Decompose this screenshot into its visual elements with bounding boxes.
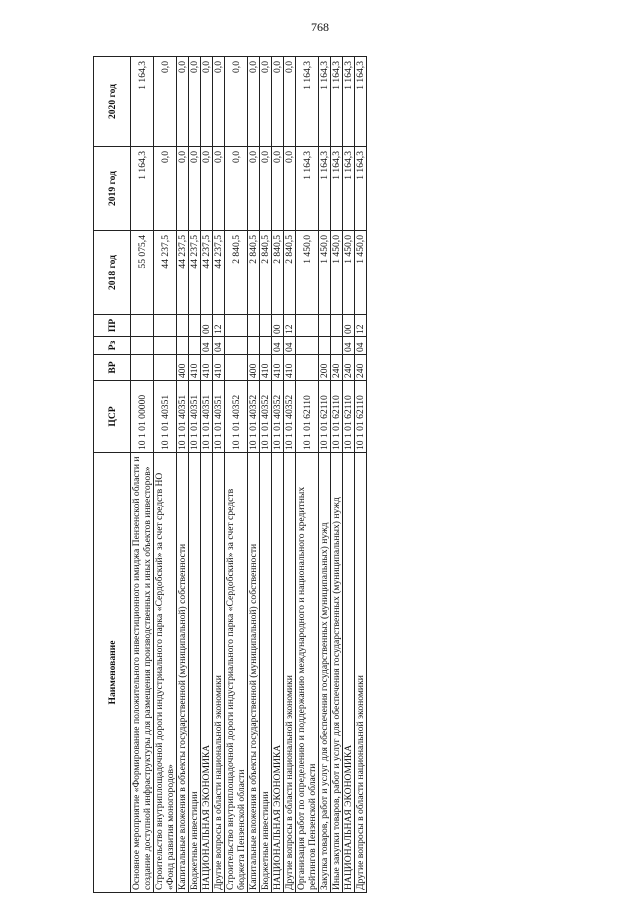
cell-pr <box>319 315 331 337</box>
cell-pr <box>189 315 201 337</box>
table-row <box>272 57 284 893</box>
cell-vr: 410 <box>260 355 272 381</box>
cell-2018: 2 840,5 <box>284 231 296 315</box>
cell-2019: 1 164,3 <box>319 147 331 231</box>
table-row <box>319 57 331 893</box>
page-number: 768 <box>311 20 329 34</box>
cell-vr <box>154 355 177 381</box>
cell-pr: 12 <box>355 315 367 337</box>
cell-2019: 0,0 <box>225 147 248 231</box>
cell-pr <box>131 315 154 337</box>
cell-vr: 410 <box>272 355 284 381</box>
header-2018: 2018 год <box>94 231 131 315</box>
cell-2020: 0,0 <box>154 57 177 147</box>
cell-vr: 240 <box>343 355 355 381</box>
cell-2018: 2 840,5 <box>248 231 260 315</box>
cell-2018: 44 237,5 <box>189 231 201 315</box>
cell-2019: 1 164,3 <box>355 147 367 231</box>
header-csr: ЦСР <box>94 381 131 453</box>
cell-csr: 10 1 01 40352 <box>260 381 272 453</box>
cell-name: Другие вопросы в области национальной экономики <box>284 453 296 893</box>
cell-rz <box>154 337 177 355</box>
cell-2019: 1 164,3 <box>331 147 343 231</box>
cell-csr: 10 1 01 40352 <box>272 381 284 453</box>
cell-2020: 1 164,3 <box>355 57 367 147</box>
cell-2020: 1 164,3 <box>296 57 319 147</box>
table-row <box>355 57 367 893</box>
cell-csr: 10 1 01 62110 <box>331 381 343 453</box>
cell-csr: 10 1 01 62110 <box>319 381 331 453</box>
cell-vr: 400 <box>248 355 260 381</box>
cell-2020: 0,0 <box>284 57 296 147</box>
cell-2018: 1 450,0 <box>319 231 331 315</box>
cell-csr: 10 1 01 40351 <box>189 381 201 453</box>
cell-name: Строительство внутриплощадочной дороги индустриального парка «Сердобский» за счет средств НО «Фонд развития моногородов» <box>154 453 177 893</box>
cell-rz: 04 <box>343 337 355 355</box>
cell-2019: 1 164,3 <box>296 147 319 231</box>
cell-vr <box>131 355 154 381</box>
cell-csr: 10 1 01 40351 <box>154 381 177 453</box>
cell-rz <box>296 337 319 355</box>
cell-vr: 410 <box>284 355 296 381</box>
table-row <box>154 57 177 893</box>
cell-2020: 1 164,3 <box>319 57 331 147</box>
cell-2020: 0,0 <box>272 57 284 147</box>
cell-vr: 400 <box>177 355 189 381</box>
cell-name: Другие вопросы в области национальной экономики <box>213 453 225 893</box>
cell-pr <box>260 315 272 337</box>
cell-name: Бюджетные инвестиции <box>260 453 272 893</box>
cell-2020: 0,0 <box>189 57 201 147</box>
cell-rz <box>260 337 272 355</box>
cell-pr <box>248 315 260 337</box>
cell-csr: 10 1 01 62110 <box>343 381 355 453</box>
cell-pr: 00 <box>201 315 213 337</box>
cell-pr <box>331 315 343 337</box>
cell-csr: 10 1 01 40352 <box>248 381 260 453</box>
cell-2020: 1 164,3 <box>343 57 355 147</box>
cell-2020: 0,0 <box>260 57 272 147</box>
cell-csr: 10 1 01 40352 <box>284 381 296 453</box>
cell-2019: 1 164,3 <box>343 147 355 231</box>
cell-csr: 10 1 01 40352 <box>225 381 248 453</box>
table-header-row <box>94 57 131 893</box>
table-row <box>296 57 319 893</box>
cell-rz <box>225 337 248 355</box>
table-row <box>131 57 154 893</box>
cell-name: Строительство внутриплощадочной дороги индустриального парка «Сердобский» за счет средств бюджета Пензенской области <box>225 453 248 893</box>
table-row <box>213 57 225 893</box>
cell-2019: 0,0 <box>201 147 213 231</box>
cell-vr: 410 <box>201 355 213 381</box>
cell-2020: 1 164,3 <box>331 57 343 147</box>
cell-2019: 0,0 <box>154 147 177 231</box>
cell-name: НАЦИОНАЛЬНАЯ ЭКОНОМИКА <box>201 453 213 893</box>
cell-rz <box>319 337 331 355</box>
cell-csr: 10 1 01 62110 <box>355 381 367 453</box>
cell-2020: 0,0 <box>177 57 189 147</box>
cell-rz: 04 <box>201 337 213 355</box>
table-body <box>131 57 367 893</box>
header-pr: ПР <box>94 315 131 337</box>
header-vr: ВР <box>94 355 131 381</box>
cell-vr: 410 <box>189 355 201 381</box>
cell-csr: 10 1 01 00000 <box>131 381 154 453</box>
table-row <box>284 57 296 893</box>
cell-name: Капитальные вложения в объекты государственной (муниципальной) собственности <box>177 453 189 893</box>
cell-csr: 10 1 01 40351 <box>213 381 225 453</box>
cell-2018: 1 450,0 <box>355 231 367 315</box>
cell-name: Капитальные вложения в объекты государственной (муниципальной) собственности <box>248 453 260 893</box>
cell-2018: 44 237,5 <box>154 231 177 315</box>
cell-pr: 00 <box>272 315 284 337</box>
cell-name: Бюджетные инвестиции <box>189 453 201 893</box>
cell-2019: 0,0 <box>189 147 201 231</box>
cell-2020: 0,0 <box>225 57 248 147</box>
cell-name: Закупка товаров, работ и услуг для обеспечения государственных (муниципальных) нужд <box>319 453 331 893</box>
cell-csr: 10 1 01 40351 <box>201 381 213 453</box>
cell-2019: 0,0 <box>213 147 225 231</box>
table-row <box>331 57 343 893</box>
table-row <box>177 57 189 893</box>
cell-pr <box>225 315 248 337</box>
header-rz: Рз <box>94 337 131 355</box>
cell-2019: 0,0 <box>248 147 260 231</box>
cell-2019: 1 164,3 <box>131 147 154 231</box>
cell-name: Организация работ по определению и поддержанию международного и национального кредитных рейтингов Пензенской области <box>296 453 319 893</box>
table-row <box>189 57 201 893</box>
cell-csr: 10 1 01 40351 <box>177 381 189 453</box>
cell-vr: 240 <box>331 355 343 381</box>
cell-pr <box>154 315 177 337</box>
cell-2020: 0,0 <box>213 57 225 147</box>
table-row <box>201 57 213 893</box>
cell-pr <box>296 315 319 337</box>
cell-rz <box>248 337 260 355</box>
cell-vr <box>296 355 319 381</box>
cell-pr: 00 <box>343 315 355 337</box>
cell-rz: 04 <box>272 337 284 355</box>
cell-2020: 1 164,3 <box>131 57 154 147</box>
cell-2018: 2 840,5 <box>260 231 272 315</box>
cell-pr: 12 <box>213 315 225 337</box>
cell-vr: 240 <box>355 355 367 381</box>
cell-vr: 410 <box>213 355 225 381</box>
budget-table <box>93 56 367 893</box>
cell-name: НАЦИОНАЛЬНАЯ ЭКОНОМИКА <box>343 453 355 893</box>
cell-name: НАЦИОНАЛЬНАЯ ЭКОНОМИКА <box>272 453 284 893</box>
cell-vr: 200 <box>319 355 331 381</box>
cell-name: Другие вопросы в области национальной экономики <box>355 453 367 893</box>
table-row <box>343 57 355 893</box>
table-row <box>225 57 248 893</box>
cell-name: Иные закупки товаров, работ и услуг для обеспечения государственных (муниципальных) нужд <box>331 453 343 893</box>
cell-2018: 55 075,4 <box>131 231 154 315</box>
cell-2018: 2 840,5 <box>225 231 248 315</box>
cell-2018: 44 237,5 <box>213 231 225 315</box>
cell-2019: 0,0 <box>177 147 189 231</box>
table-row <box>248 57 260 893</box>
cell-2020: 0,0 <box>201 57 213 147</box>
cell-2019: 0,0 <box>284 147 296 231</box>
cell-2018: 2 840,5 <box>272 231 284 315</box>
cell-2018: 1 450,0 <box>343 231 355 315</box>
cell-rz: 04 <box>284 337 296 355</box>
cell-2019: 0,0 <box>260 147 272 231</box>
cell-2018: 44 237,5 <box>177 231 189 315</box>
header-name: Наименование <box>94 453 131 893</box>
cell-rz <box>189 337 201 355</box>
cell-2020: 0,0 <box>248 57 260 147</box>
cell-2018: 1 450,0 <box>331 231 343 315</box>
cell-pr: 12 <box>284 315 296 337</box>
header-2019: 2019 год <box>94 147 131 231</box>
budget-table-rotated <box>93 57 541 893</box>
cell-rz: 04 <box>213 337 225 355</box>
cell-name: Основное мероприятие «Формирование положительного инвестиционного имиджа Пензенской области и создание доступной инфраструктуры для размещения производственных и иных объектов инвесторов» <box>131 453 154 893</box>
cell-2018: 44 237,5 <box>201 231 213 315</box>
cell-pr <box>177 315 189 337</box>
cell-rz <box>177 337 189 355</box>
cell-rz <box>331 337 343 355</box>
cell-2018: 1 450,0 <box>296 231 319 315</box>
table-row <box>260 57 272 893</box>
cell-vr <box>225 355 248 381</box>
cell-2019: 0,0 <box>272 147 284 231</box>
cell-csr: 10 1 01 62110 <box>296 381 319 453</box>
cell-rz: 04 <box>355 337 367 355</box>
cell-rz <box>131 337 154 355</box>
header-2020: 2020 год <box>94 57 131 147</box>
